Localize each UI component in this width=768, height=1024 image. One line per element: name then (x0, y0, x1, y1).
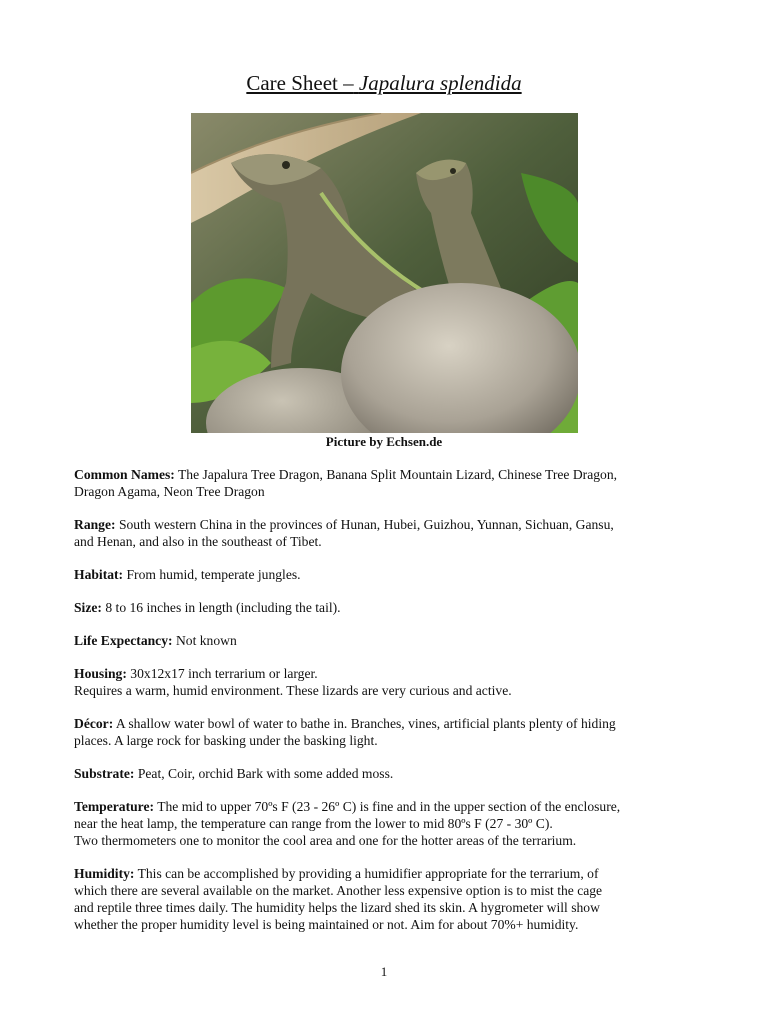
section-line: near the heat lamp, the temperature can range from the lower to mid 80ºs F (27 - 30º C). (74, 816, 553, 831)
section-housing (74, 665, 699, 699)
section-line: Requires a warm, humid environment. These lizards are very curious and active. (74, 683, 512, 698)
section-label: Habitat: (74, 567, 124, 582)
section-line (74, 715, 699, 732)
section-habitat (74, 566, 699, 583)
section-label: Temperature: (74, 799, 155, 814)
section-label: Common Names: (74, 467, 175, 482)
section-text: Not known (175, 633, 237, 648)
lizard-illustration (191, 113, 578, 433)
title-prefix: Care Sheet – (246, 71, 354, 95)
title-species: Japalura splendida (358, 71, 522, 95)
section-line (74, 466, 699, 483)
section-text: A shallow water bowl of water to bathe in. Branches, vines, artificial plants plenty of hiding (115, 716, 616, 731)
section-line (74, 566, 699, 583)
section-label: Décor: (74, 716, 114, 731)
section-label: Range: (74, 517, 116, 532)
section-line (74, 865, 699, 882)
section-line (74, 665, 699, 682)
section-label: Life Expectancy: (74, 633, 173, 648)
section-label: Housing: (74, 666, 127, 681)
section-label: Substrate: (74, 766, 135, 781)
section-text: Peat, Coir, orchid Bark with some added moss. (137, 766, 394, 781)
section-text: The mid to upper 70ºs F (23 - 26º C) is fine and in the upper section of the enclosure, (157, 799, 621, 814)
section-line (74, 599, 699, 616)
section-line: Dragon Agama, Neon Tree Dragon (74, 484, 265, 499)
section-humidity (74, 865, 699, 933)
section-line (74, 516, 699, 533)
section-line: Two thermometers one to monitor the cool area and one for the hotter areas of the terrarium. (74, 833, 577, 848)
section-text: South western China in the provinces of Hunan, Hubei, Guizhou, Yunnan, Sichuan, Gansu, (118, 517, 614, 532)
section-label: Humidity: (74, 866, 135, 881)
section-decor (74, 715, 699, 749)
section-line: and reptile three times daily. The humidity helps the lizard shed its skin. A hygrometer will show (74, 900, 600, 915)
section-line (74, 632, 699, 649)
section-temperature (74, 798, 699, 849)
section-life-expectancy (74, 632, 699, 649)
section-line (74, 765, 699, 782)
section-line: which there are several available on the market. Another less expensive option is to mist the cage (74, 883, 603, 898)
section-range (74, 516, 699, 550)
section-label: Size: (74, 600, 102, 615)
section-line: whether the proper humidity level is being maintained or not. Aim for about 70%+ humidity. (74, 917, 579, 932)
care-sections (74, 466, 699, 949)
section-line (74, 798, 699, 815)
section-line: places. A large rock for basking under the basking light. (74, 733, 378, 748)
section-text: This can be accomplished by providing a humidifier appropriate for the terrarium, of (137, 866, 599, 881)
section-text: From humid, temperate jungles. (126, 567, 301, 582)
section-substrate (74, 765, 699, 782)
section-text: The Japalura Tree Dragon, Banana Split Mountain Lizard, Chinese Tree Dragon, (177, 467, 618, 482)
section-size (74, 599, 699, 616)
section-text: 8 to 16 inches in length (including the tail). (105, 600, 341, 615)
photo-caption: Picture by Echsen.de (325, 434, 443, 449)
lizard-photo (191, 113, 578, 433)
section-common-names (74, 466, 699, 500)
section-text: 30x12x17 inch terrarium or larger. (130, 666, 318, 681)
section-line: and Henan, and also in the southeast of Tibet. (74, 534, 322, 549)
page-number: 1 (380, 964, 388, 979)
page-title (0, 70, 768, 96)
